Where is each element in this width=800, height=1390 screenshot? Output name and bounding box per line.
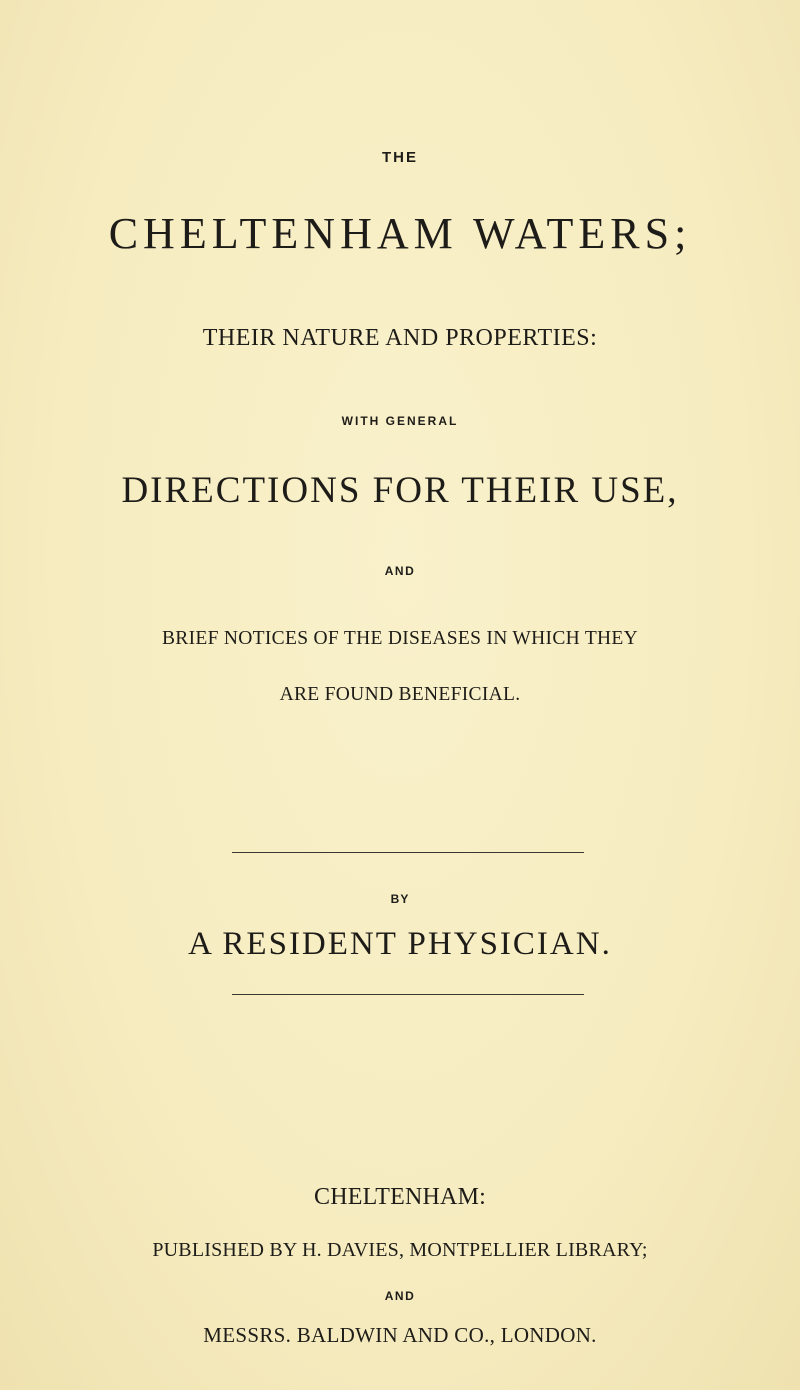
by-text: BY — [390, 892, 410, 906]
and-connector-2: AND — [384, 1289, 416, 1303]
imprint-place: CHELTENHAM: — [314, 1184, 486, 1210]
main-title: CHELTENHAM WATERS; — [108, 209, 692, 258]
divider-rule-bottom — [232, 994, 584, 995]
and-connector-1: AND — [384, 564, 416, 578]
title-the: THE — [382, 149, 418, 166]
found-beneficial-line: ARE FOUND BENEFICIAL. — [279, 684, 521, 705]
imprint-co-publisher: MESSRS. BALDWIN AND CO., LONDON. — [203, 1323, 597, 1347]
brief-notices-line: BRIEF NOTICES OF THE DISEASES IN WHICH THEY — [161, 628, 639, 649]
imprint-publisher: PUBLISHED BY H. DAVIES, MONTPELLIER LIBRARY; — [152, 1239, 648, 1261]
divider-rule-top — [232, 852, 584, 853]
subtitle: THEIR NATURE AND PROPERTIES: — [202, 325, 598, 351]
author-line: A RESIDENT PHYSICIAN. — [188, 926, 612, 962]
with-general-text: WITH GENERAL — [341, 414, 459, 428]
directions-heading: DIRECTIONS FOR THEIR USE, — [121, 470, 679, 511]
